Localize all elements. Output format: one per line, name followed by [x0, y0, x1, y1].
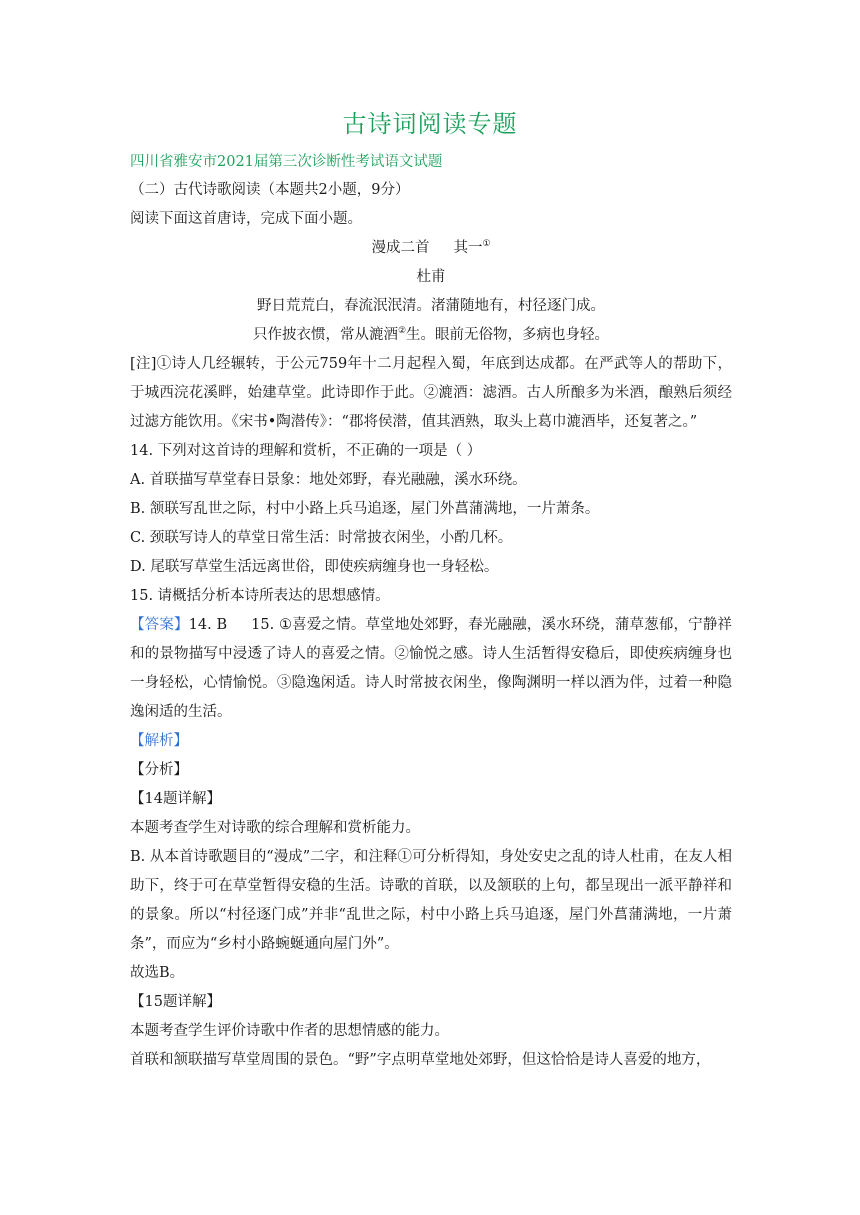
question-14-option-b: B. 颔联写乱世之际，村中小路上兵马追逐，屋门外菖蒲满地，一片萧条。	[130, 501, 600, 517]
question-15-stem: 15. 请概括分析本诗所表达的思想感情。	[130, 588, 390, 604]
poem-note: [注]①诗人几经辗转，于公元759年十二月起程入蜀，年底到达成都。在严武等人的帮助下，于城西浣花溪畔，始建草堂。此诗即作于此。②漉酒：滤酒。古人所酿多为米酒，酿熟后须经过滤方能饮用。《宋书•陶潜传》：“郡将侯潜，值其酒熟，取头上葛巾漉酒毕，还复著之。”	[130, 356, 732, 430]
note-mark-1: ①	[482, 239, 491, 250]
question-14-option-a: A. 首联描写草堂春日景象：地处郊野，春光融融，溪水环绕。	[130, 472, 527, 488]
analysis-label: 【解析】	[130, 733, 188, 749]
question-14-stem: 14. 下列对这首诗的理解和赏析，不正确的一项是（ ）	[130, 443, 482, 459]
instruction: 阅读下面这首唐诗，完成下面小题。	[130, 211, 362, 227]
document-title: 古诗词阅读专题	[342, 110, 518, 138]
q15-detail-label: 【15题详解】	[130, 994, 221, 1010]
poem-line-2-a: 只作披衣惯，常从漉酒	[252, 327, 398, 343]
answer-block	[130, 611, 732, 727]
q15-detail-body: 首联和颔联描写草堂周围的景色。“野”字点明草堂地处郊野，但这恰恰是诗人喜爱的地方，	[130, 1052, 711, 1068]
poem-author: 杜甫	[416, 269, 446, 285]
poem-line-1: 野日荒荒白，春流泯泯清。渚蒲随地有，村径逐门成。	[257, 298, 605, 314]
q14-detail-body: B. 从本首诗歌题目的“漫成”二字，和注释①可分析得知，身处安史之乱的诗人杜甫，在友人相助下，终于可在草堂暂得安稳的生活。诗歌的首联，以及颔联的上句，都呈现出一派平静祥和的景象。所以“村径逐门成”并非“乱世之际，村中小路上兵马追逐，屋门外菖蒲满地，一片萧条”，而应为“乡村小路蜿蜒通向屋门外”。	[130, 849, 732, 952]
poem-title: 漫成二首	[371, 240, 430, 256]
q14-detail-label: 【14题详解】	[130, 791, 221, 807]
exam-source: 四川省雅安市2021届第三次诊断性考试语文试题	[130, 154, 443, 170]
document-body	[130, 176, 732, 1075]
poem-title-line	[130, 234, 732, 263]
poem-line-2-b: 生。眼前无俗物，多病也身轻。	[406, 327, 610, 343]
q15-detail-intro: 本题考查学生评价诗歌中作者的思想情感的能力。	[130, 1023, 449, 1039]
answer-15: 15. ①喜爱之情。草堂地处郊野，春光融融，溪水环绕，蒲草葱郁，宁静祥和的景物描写中浸透了诗人的喜爱之情。②愉悦之感。诗人生活暂得安稳后，即使疾病缠身也一身轻松，心情愉悦。③隐逸闲适。诗人时常披衣闲坐，像陶渊明一样以酒为伴，过着一种隐逸闲适的生活。	[130, 617, 733, 720]
answer-label: 【答案】	[130, 617, 189, 633]
section-header: （二）古代诗歌阅读（本题共2小题，9分）	[130, 182, 410, 198]
question-14-option-d: D. 尾联写草堂生活远离世俗，即使疾病缠身也一身轻松。	[130, 559, 499, 575]
q14-detail-intro: 本题考查学生对诗歌的综合理解和赏析能力。	[130, 820, 420, 836]
poem-subtitle: 其一	[453, 240, 483, 256]
poem-line-2	[130, 321, 732, 350]
note-mark-2: ②	[397, 326, 407, 337]
fenxi-label: 【分析】	[130, 762, 188, 778]
q14-conclusion: 故选B。	[130, 965, 185, 981]
answer-14: 14. B	[188, 617, 228, 633]
question-14-option-c: C. 颈联写诗人的草堂日常生活：时常披衣闲坐，小酌几杯。	[130, 530, 513, 546]
